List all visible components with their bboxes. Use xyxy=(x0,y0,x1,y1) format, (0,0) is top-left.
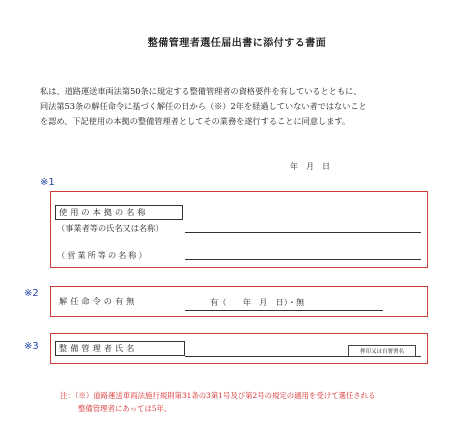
stamp-note: 押印又は自署署名 xyxy=(348,345,416,357)
manager-name-label: 整備管理者氏名 xyxy=(55,341,185,356)
dismissal-order-value[interactable]: 有（ 年 月 日）・無 xyxy=(210,297,305,307)
footnote-line-1: 注：（※）道路運送車両法施行規則第31条の3第1号及び第2号の規定の適用を受けて選任される xyxy=(60,391,376,400)
paragraph-line-1: 私は、道路運送車両法第50条に規定する整備管理者の資格要件を有しているとともに、 xyxy=(40,86,362,96)
footnote-line-2: 整備管理者にあっては5年。 xyxy=(78,404,172,413)
consent-paragraph xyxy=(40,84,460,129)
paragraph-line-3: を認め、下記使用の本拠の整備管理者としてその業務を遂行することに同意します。 xyxy=(40,116,351,126)
marker-3: ※3 xyxy=(24,341,39,352)
date-line: 年 月 日 xyxy=(290,162,330,171)
document-title: 整備管理者選任届出書に添付する書面 xyxy=(147,38,327,49)
office-name-sublabel: （営業所等の名称） xyxy=(57,250,149,260)
marker-2: ※2 xyxy=(24,288,39,299)
footnote xyxy=(60,389,440,415)
dismissal-order-line xyxy=(185,310,383,311)
business-name-sublabel: （事業者等の氏名又は名称） xyxy=(57,223,164,233)
business-name-line[interactable] xyxy=(185,232,421,233)
marker-1: ※1 xyxy=(40,177,55,188)
office-name-line[interactable] xyxy=(185,259,421,260)
paragraph-line-2: 同法第53条の解任命令に基づく解任の日から（※）2年を経過していない者ではないこと xyxy=(40,101,367,111)
usage-base-label: 使用の本拠の名称 xyxy=(55,205,183,220)
dismissal-order-label: 解任命令の有無 xyxy=(59,296,138,306)
